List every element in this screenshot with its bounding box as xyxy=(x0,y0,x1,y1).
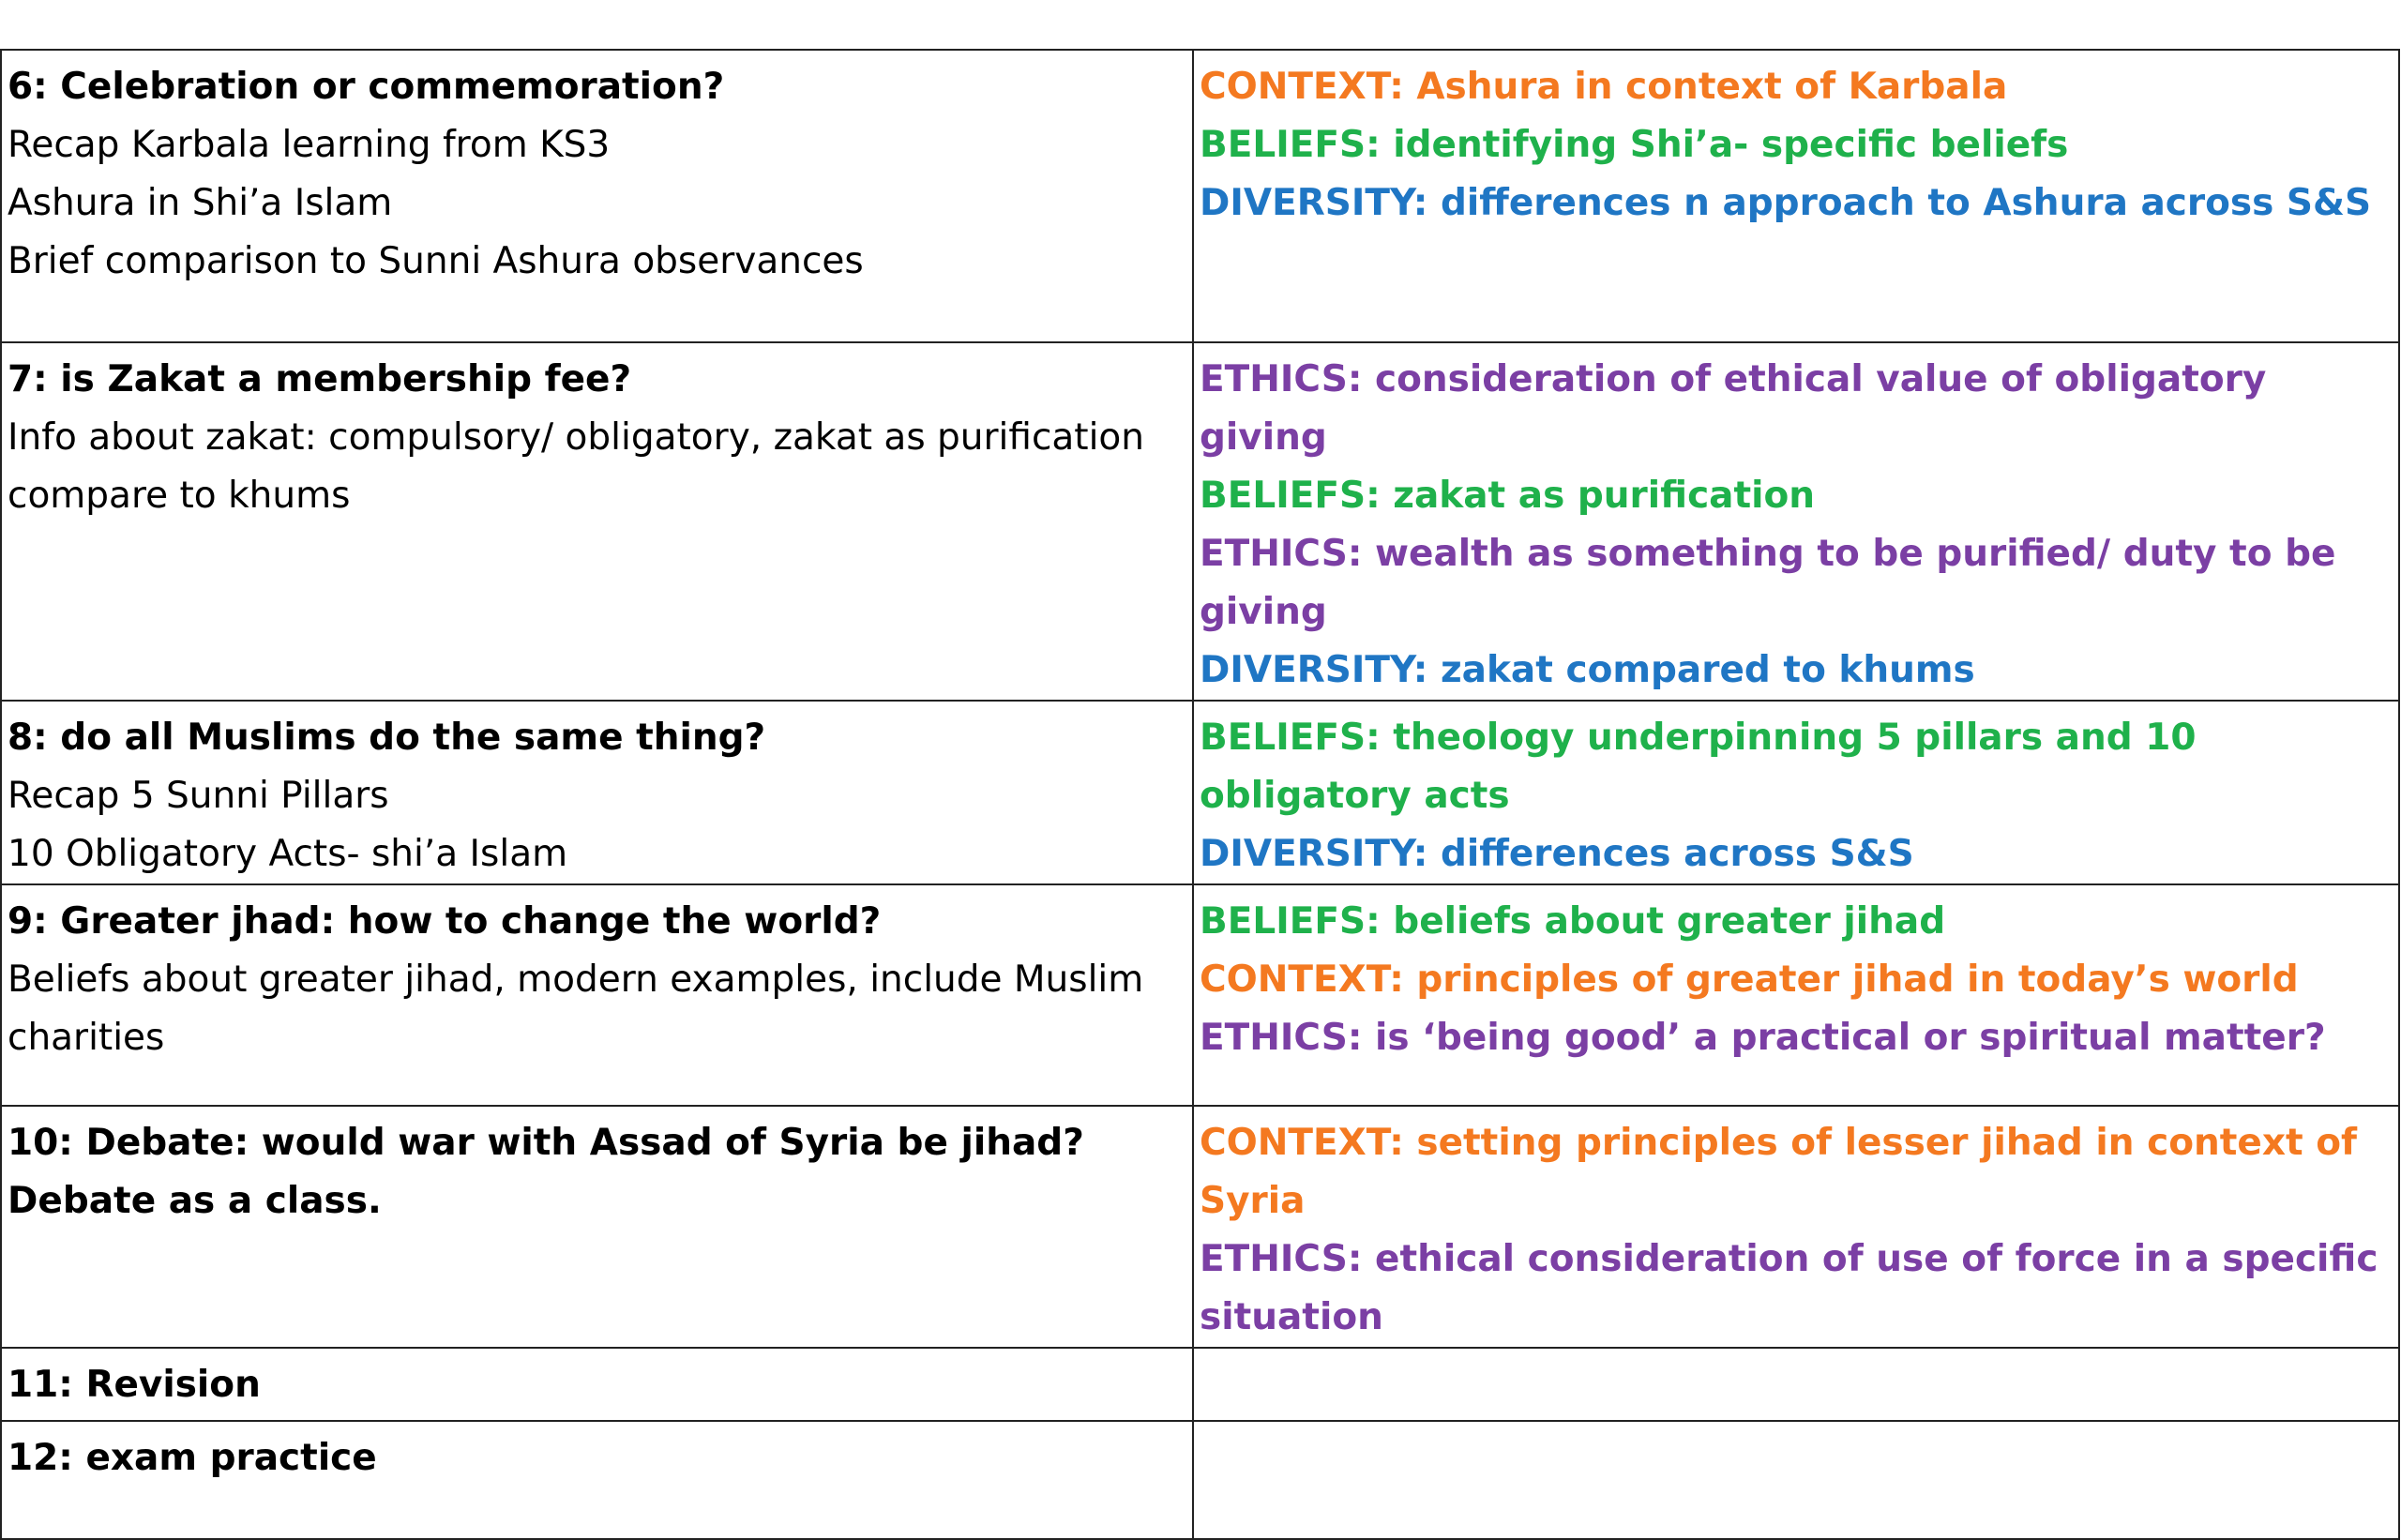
lesson-cell xyxy=(1,50,1193,342)
table-row xyxy=(1,1348,2399,1421)
ethics-tag: ETHICS: wealth as something to be purified/ duty to be giving xyxy=(1200,533,2336,633)
diversity-tag: DIVERSITY: differences n approach to Ashura across S&S xyxy=(1200,182,2372,224)
beliefs-tag: BELIEFS: zakat as purification xyxy=(1200,475,1816,517)
lesson-cell xyxy=(1,1421,1193,1539)
beliefs-tag: BELIEFS: beliefs about greater jihad xyxy=(1200,900,1946,943)
lesson-detail: Recap Karbala learning from KS3 xyxy=(8,124,611,166)
lesson-detail: 10 Obligatory Acts- shi’a Islam xyxy=(8,833,568,875)
table-row xyxy=(1,1106,2399,1348)
ethics-tag: ETHICS: ethical consideration of use of force in a specific situation xyxy=(1200,1238,2378,1338)
beliefs-tag: BELIEFS: identifying Shi’a- specific beliefs xyxy=(1200,124,2069,166)
lesson-detail: Recap 5 Sunni Pillars xyxy=(8,775,389,817)
lesson-plan-table xyxy=(0,49,2400,1540)
lesson-title: 11: Revision xyxy=(8,1364,261,1406)
table-row xyxy=(1,50,2399,342)
table-row xyxy=(1,1421,2399,1539)
focus-cell xyxy=(1193,1348,2399,1421)
diversity-tag: DIVERSITY: zakat compared to khums xyxy=(1200,649,1975,691)
focus-cell xyxy=(1193,342,2399,701)
lesson-title: 8: do all Muslims do the same thing? xyxy=(8,717,766,759)
table-row xyxy=(1,342,2399,701)
lesson-detail: Beliefs about greater jihad, modern examples, include Muslim charities xyxy=(8,959,1155,1059)
focus-cell xyxy=(1193,701,2399,884)
diversity-tag: DIVERSITY: differences across S&S xyxy=(1200,833,1914,875)
lesson-title: 10: Debate: would war with Assad of Syria be jihad? xyxy=(8,1122,1084,1164)
lesson-cell xyxy=(1,701,1193,884)
lesson-title: 12: exam practice xyxy=(8,1437,377,1479)
beliefs-tag: BELIEFS: theology underpinning 5 pillars and 10 obligatory acts xyxy=(1200,717,2197,817)
lesson-cell xyxy=(1,884,1193,1106)
lesson-detail: Ashura in Shi’a Islam xyxy=(8,182,393,224)
lesson-detail: Debate as a class. xyxy=(8,1180,382,1222)
ethics-tag: ETHICS: is ‘being good’ a practical or spiritual matter? xyxy=(1200,1017,2326,1059)
focus-cell xyxy=(1193,884,2399,1106)
focus-cell xyxy=(1193,1106,2399,1348)
table-row xyxy=(1,884,2399,1106)
lesson-title: 7: is Zakat a membership fee? xyxy=(8,358,632,400)
context-tag: CONTEXT: setting principles of lesser jihad in context of Syria xyxy=(1200,1122,2358,1222)
lesson-cell xyxy=(1,342,1193,701)
context-tag: CONTEXT: principles of greater jihad in today’s world xyxy=(1200,959,2299,1001)
focus-cell xyxy=(1193,50,2399,342)
table-row xyxy=(1,701,2399,884)
lesson-detail: Brief comparison to Sunni Ashura observances xyxy=(8,240,864,282)
lesson-title: 6: Celebration or commemoration? xyxy=(8,66,725,108)
lesson-detail: Info about zakat: compulsory/ obligatory, zakat as purification compare to khums xyxy=(8,416,1156,517)
lesson-cell xyxy=(1,1348,1193,1421)
ethics-tag: ETHICS: consideration of ethical value of obligatory giving xyxy=(1200,358,2267,459)
context-tag: CONTEXT: Ashura in context of Karbala xyxy=(1200,66,2008,108)
focus-cell xyxy=(1193,1421,2399,1539)
lesson-cell xyxy=(1,1106,1193,1348)
lesson-title: 9: Greater jhad: how to change the world? xyxy=(8,900,882,943)
